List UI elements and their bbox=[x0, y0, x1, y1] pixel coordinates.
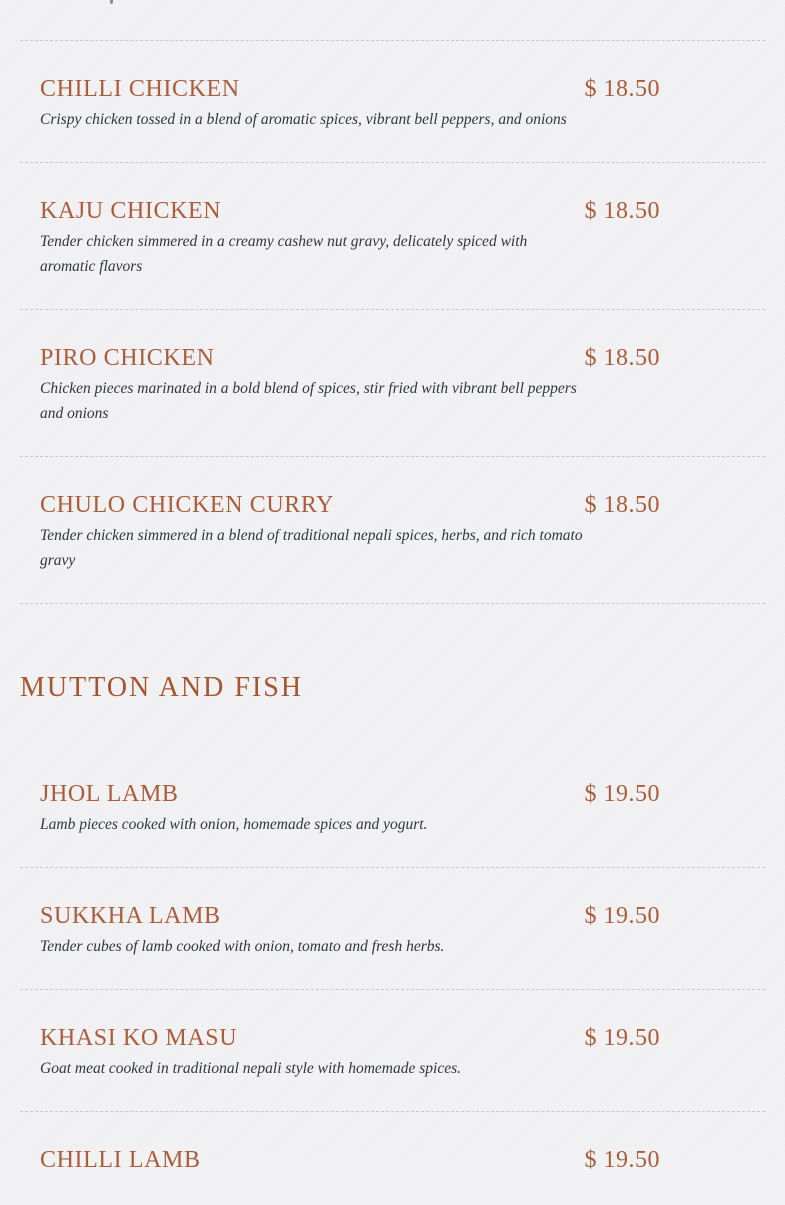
menu-item-name: KHASI KO MASU bbox=[40, 1025, 238, 1051]
menu-item-chilli-chicken bbox=[0, 41, 785, 162]
menu-item-description: Crispy chicken tossed in a blend of aromatic spices, vibrant bell peppers, and onions bbox=[40, 111, 567, 128]
item-separator bbox=[20, 603, 765, 604]
menu-item-description: Tender chicken simmered in a creamy cashew nut gravy, delicately spiced with aromatic flavors bbox=[40, 233, 528, 275]
menu-item-price: $ 19.50 bbox=[584, 903, 660, 929]
menu-item-chulo-chicken-curry bbox=[0, 457, 785, 603]
menu-item-name: KAJU CHICKEN bbox=[40, 198, 222, 224]
menu-item-price: $ 18.50 bbox=[584, 492, 660, 518]
section-heading-mutton-and-fish: MUTTON AND FISH bbox=[20, 672, 304, 703]
menu-item-main bbox=[40, 344, 585, 426]
menu-item-name: CHULO CHICKEN CURRY bbox=[40, 492, 335, 518]
menu-item-name: PIRO CHICKEN bbox=[40, 345, 215, 371]
menu-item-main bbox=[40, 780, 585, 837]
menu-item-price: $ 18.50 bbox=[584, 345, 660, 371]
menu-item-main bbox=[40, 75, 585, 132]
menu-item-chilli-lamb bbox=[0, 1112, 785, 1205]
menu-item-price: $ 19.50 bbox=[584, 1147, 660, 1173]
cutoff-text-remnant bbox=[110, 0, 113, 4]
menu-item-main bbox=[40, 197, 585, 279]
menu-item-description: Tender chicken simmered in a blend of traditional nepali spices, herbs, and rich tomato gravy bbox=[40, 527, 583, 569]
menu-item-main bbox=[40, 491, 585, 573]
menu-item-name: SUKKHA LAMB bbox=[40, 903, 221, 929]
menu-item-price: $ 19.50 bbox=[584, 781, 660, 807]
menu-item-price: $ 18.50 bbox=[584, 76, 660, 102]
menu-item-name: CHILLI LAMB bbox=[40, 1147, 201, 1173]
menu-item-price: $ 18.50 bbox=[584, 198, 660, 224]
cutoff-previous-item bbox=[0, 0, 785, 40]
menu-item-price: $ 19.50 bbox=[584, 1025, 660, 1051]
menu-item-description: Lamb pieces cooked with onion, homemade spices and yogurt. bbox=[40, 816, 428, 833]
menu-item-main bbox=[40, 902, 585, 959]
menu-item-main bbox=[40, 1146, 585, 1175]
menu-item-kaju-chicken bbox=[0, 163, 785, 309]
menu-item-jhol-lamb bbox=[0, 746, 785, 867]
menu-item-sukkha-lamb bbox=[0, 868, 785, 989]
menu-item-description: Chicken pieces marinated in a bold blend of spices, stir fried with vibrant bell peppers and onions bbox=[40, 380, 577, 422]
menu-item-khasi-ko-masu bbox=[0, 990, 785, 1111]
menu-item-main bbox=[40, 1024, 585, 1081]
menu-item-piro-chicken bbox=[0, 310, 785, 456]
menu-item-name: JHOL LAMB bbox=[40, 781, 179, 807]
menu-item-description: Tender cubes of lamb cooked with onion, tomato and fresh herbs. bbox=[40, 938, 445, 955]
menu-item-name: CHILLI CHICKEN bbox=[40, 76, 240, 102]
menu-item-description: Goat meat cooked in traditional nepali style with homemade spices. bbox=[40, 1060, 462, 1077]
